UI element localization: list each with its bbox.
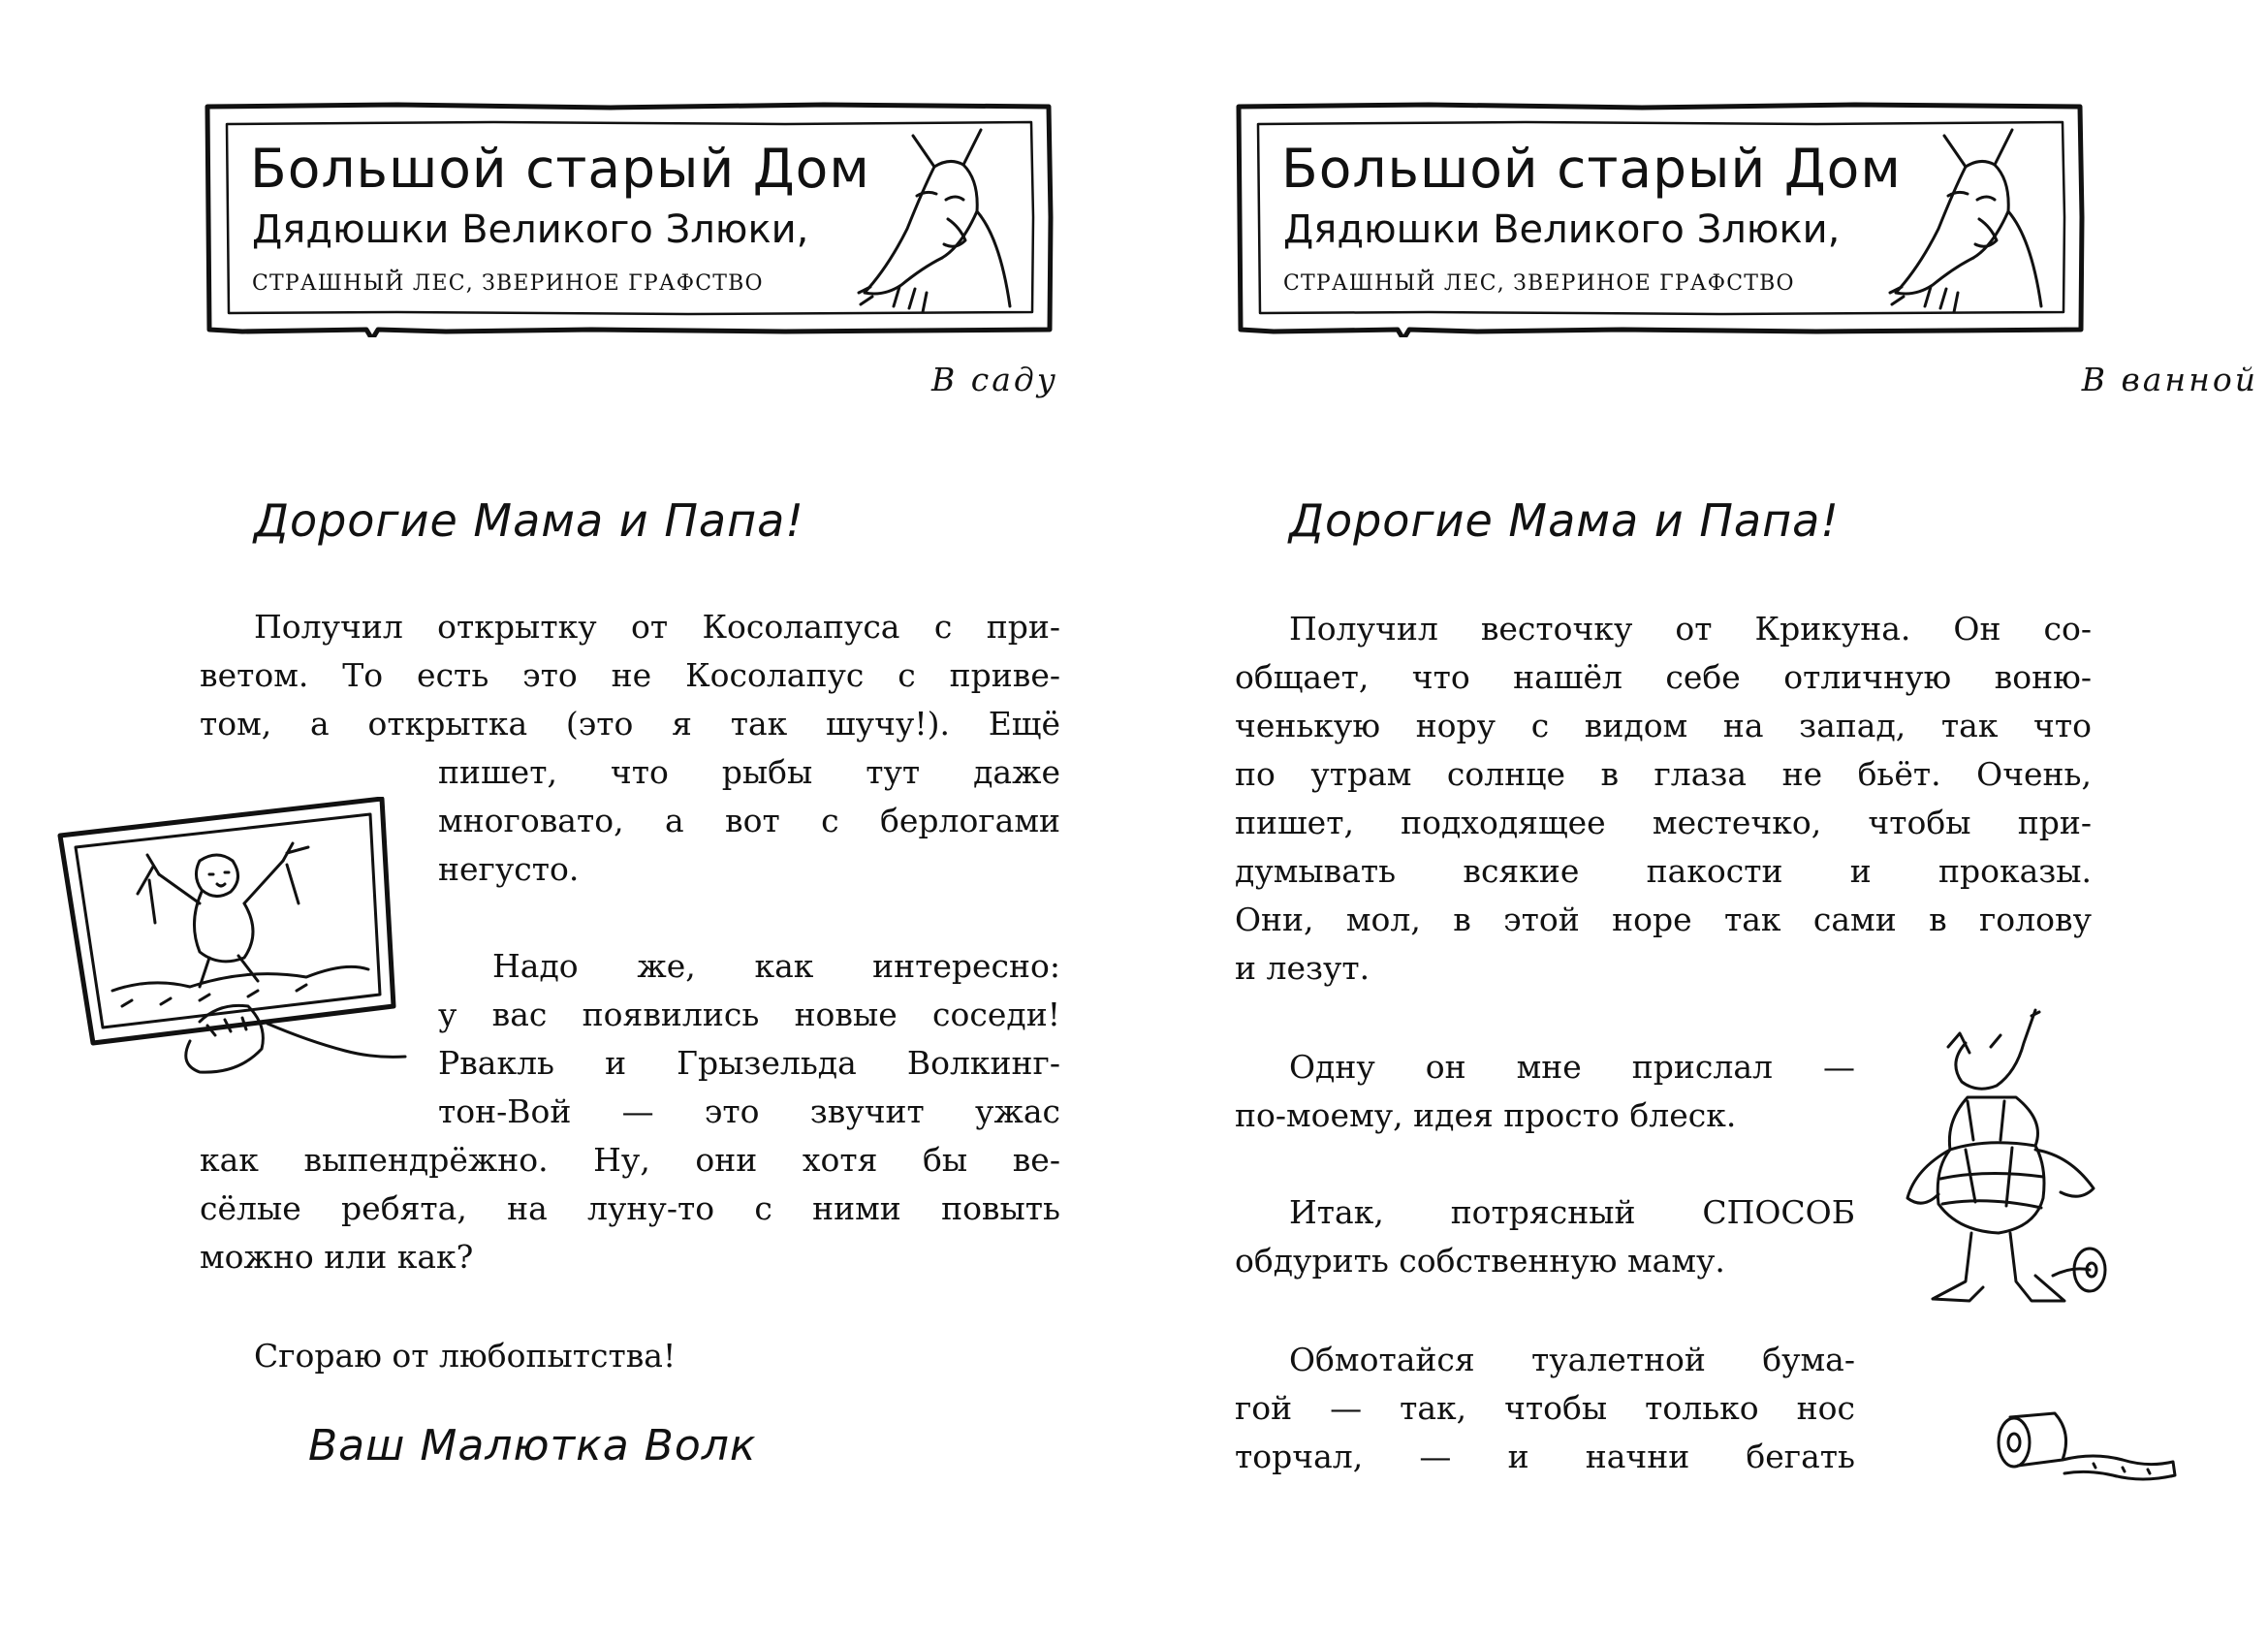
text-line: Одну он мне прислал —	[1289, 1048, 1855, 1086]
text-line: обдурить собственную маму.	[1235, 1242, 1725, 1280]
letterhead-title: Большой старый Дом	[1281, 138, 1902, 200]
text-line: ветом. То есть это не Косолапус с приве-	[200, 656, 1060, 694]
text-line: Они, мол, в этой норе так сами в голову	[1235, 901, 2092, 938]
paragraph-4	[1235, 1336, 1855, 1481]
bear-postcard-illustration	[54, 797, 413, 1097]
place-label: В ванной	[2081, 361, 2258, 398]
wolf-toilet-paper-illustration	[1890, 1004, 2113, 1344]
text-line: пишет, что рыбы тут даже	[438, 753, 1060, 791]
text-line: думывать всякие пакости и проказы.	[1235, 852, 2092, 890]
paragraph-1	[200, 603, 1060, 748]
text-line: ченькую нору с видом на запад, так что	[1235, 707, 2092, 744]
letterhead-location: СТРАШНЫЙ ЛЕС, ЗВЕРИНОЕ ГРАФСТВО	[1283, 271, 1795, 296]
greeting: Дорогие Мама и Папа!	[254, 494, 804, 547]
text-line: по утрам солнце в глаза не бьёт. Очень,	[1235, 755, 2092, 793]
paragraph-3	[1235, 1188, 1855, 1285]
paragraph-2	[438, 942, 1060, 1136]
text-line: гой — так, чтобы только нос	[1235, 1389, 1855, 1427]
letterhead-title: Большой старый Дом	[250, 138, 870, 200]
text-line: негусто.	[438, 850, 580, 888]
text-line: Обмотайся туалетной бума-	[1289, 1341, 1855, 1378]
signature: Ваш Малютка Волк	[308, 1421, 757, 1470]
paragraph-2-wrap	[200, 1136, 1060, 1281]
text-line: как выпендрёжно. Ну, они хотя бы ве-	[200, 1141, 1060, 1179]
text-line: Надо же, как интересно:	[492, 947, 1060, 985]
text-line: Итак, потрясный СПОСОБ	[1289, 1193, 1855, 1231]
text-line: Получил весточку от Крикуна. Он со-	[1289, 610, 2092, 648]
letterhead-location: СТРАШНЫЙ ЛЕС, ЗВЕРИНОЕ ГРАФСТВО	[252, 271, 764, 296]
toilet-paper-roll-illustration	[1987, 1406, 2181, 1487]
greeting: Дорогие Мама и Папа!	[1289, 494, 1840, 547]
paragraph-2	[1235, 1043, 1855, 1140]
text-line: том, а открытка (это я так шучу!). Ещё	[200, 705, 1060, 743]
text-line: многовато, а вот с берлогами	[438, 802, 1060, 839]
text-line: Сгораю от любопытства!	[254, 1337, 677, 1375]
text-line: Рвакль и Грызельда Волкинг-	[438, 1044, 1060, 1082]
text-line: можно или как?	[200, 1238, 474, 1276]
wolf-uncle-portrait-icon	[855, 122, 1029, 316]
letterhead	[204, 101, 1053, 333]
text-line: и лезут.	[1235, 949, 1370, 987]
text-line: пишет, подходящее местечко, чтобы при-	[1235, 804, 2092, 841]
wolf-uncle-portrait-icon	[1886, 122, 2061, 316]
letterhead-subtitle: Дядюшки Великого Злюки,	[252, 207, 809, 252]
place-label: В саду	[931, 361, 1058, 398]
letterhead-subtitle: Дядюшки Великого Злюки,	[1283, 207, 1841, 252]
text-line: по-моему, идея просто блеск.	[1235, 1096, 1737, 1134]
paragraph-1	[1235, 605, 2092, 993]
text-line: сёлые ребята, на луну-то с ними повыть	[200, 1189, 1060, 1227]
closing-line	[200, 1332, 1060, 1380]
letterhead	[1235, 101, 2084, 333]
right-page	[1134, 0, 2268, 1644]
text-line: торчал, — и начни бегать	[1235, 1438, 1855, 1475]
text-line: Получил открытку от Косолапуса с при-	[254, 608, 1060, 646]
text-line: тон-Вой — это звучит ужас	[438, 1092, 1060, 1130]
text-line: у вас появились новые соседи!	[438, 996, 1060, 1033]
text-line: общает, что нашёл себе отличную воню-	[1235, 658, 2092, 696]
paragraph-1-wrap	[438, 748, 1060, 894]
